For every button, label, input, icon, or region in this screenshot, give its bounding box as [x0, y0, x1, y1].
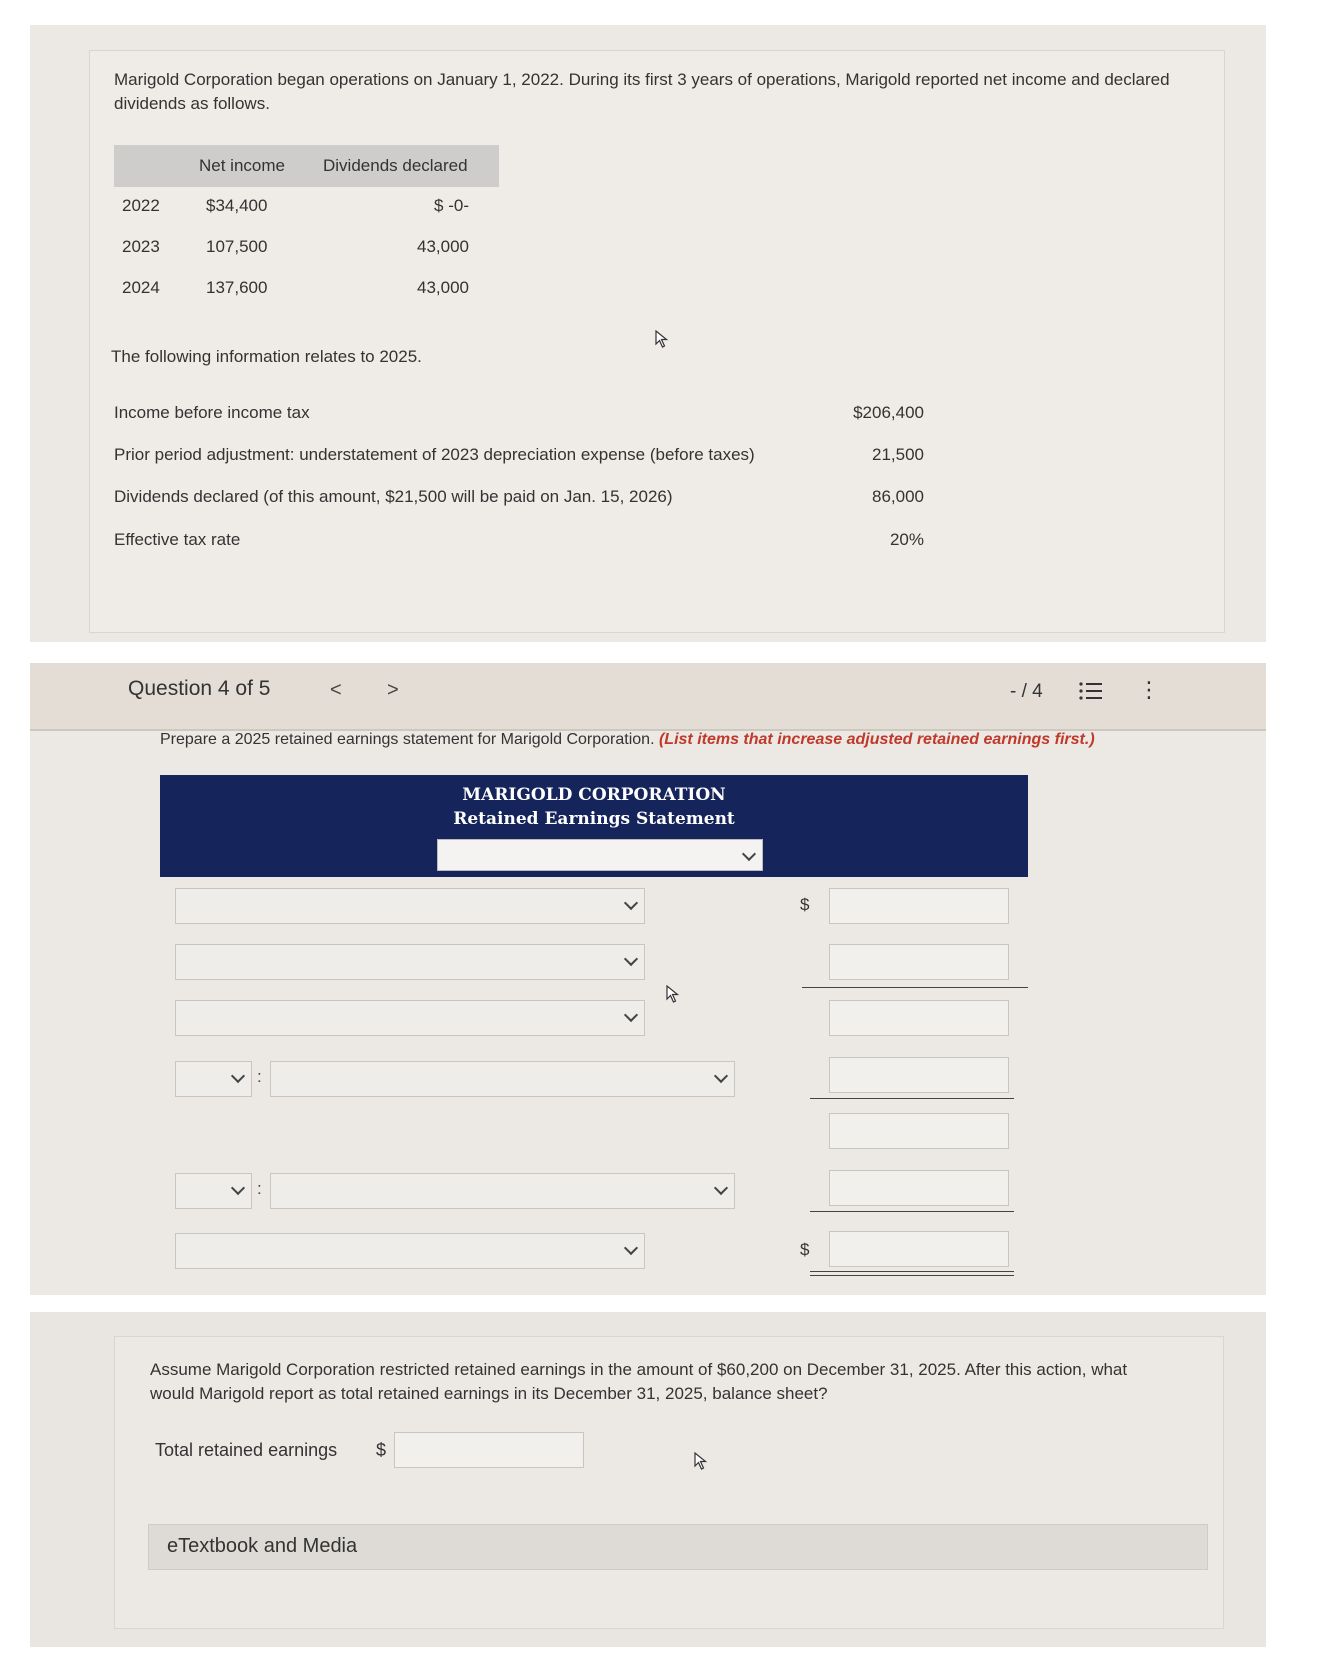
- mouse-cursor-icon: [655, 330, 669, 348]
- currency-symbol: $: [376, 1440, 387, 1460]
- income-table-header: [114, 145, 499, 187]
- add-less-select[interactable]: [175, 1061, 252, 1097]
- statement-company: MARIGOLD CORPORATION: [462, 785, 726, 805]
- table-row: [114, 228, 499, 268]
- chevron-down-icon: [742, 847, 756, 861]
- chevron-down-icon: [624, 1008, 638, 1022]
- chevron-down-icon: [714, 1181, 728, 1195]
- row-net-income: 107,500: [206, 237, 268, 256]
- restriction-question: Assume Marigold Corporation restricted retained earnings in the amount of $60,200 on December 31, 2025. After this action, what would Marigold report as total retained earnings in its December 31, 2025, balance sheet?: [150, 1360, 1128, 1403]
- line-item-select[interactable]: [175, 944, 645, 980]
- row-net-income: 137,600: [206, 278, 268, 297]
- line-item-select[interactable]: [175, 888, 645, 924]
- question-header: [30, 663, 1266, 731]
- info-intro: The following information relates to 2025.: [111, 347, 422, 366]
- question-panel: [30, 663, 1266, 1295]
- prev-question-button[interactable]: <: [330, 679, 342, 701]
- info-value: $206,400: [853, 403, 924, 422]
- statement-title: Retained Earnings Statement: [453, 809, 735, 829]
- info-label: Dividends declared (of this amount, $21,500 will be paid on Jan. 15, 2026): [114, 487, 673, 506]
- subtotal-rule: [810, 1211, 1014, 1212]
- question-prompt: [160, 731, 1095, 749]
- info-row: [114, 439, 924, 471]
- info-row: [114, 524, 924, 556]
- info-value: 86,000: [872, 487, 924, 506]
- row-year: 2022: [122, 196, 160, 215]
- colon: :: [257, 1067, 262, 1086]
- info-label: Effective tax rate: [114, 530, 241, 549]
- total-retained-earnings-input[interactable]: [394, 1432, 584, 1468]
- question-list-icon[interactable]: [1078, 679, 1104, 703]
- amount-input[interactable]: [829, 888, 1009, 924]
- line-item-select[interactable]: [175, 1000, 645, 1036]
- col-dividends: Dividends declared: [323, 156, 468, 175]
- statement-header: [160, 775, 1028, 877]
- amount-input[interactable]: [829, 1057, 1009, 1093]
- score: - / 4: [1010, 681, 1043, 702]
- total-retained-earnings-label: Total retained earnings: [155, 1440, 338, 1460]
- chevron-down-icon: [624, 896, 638, 910]
- table-row: [114, 187, 499, 227]
- etextbook-label: eTextbook and Media: [167, 1535, 358, 1557]
- chevron-down-icon: [231, 1069, 245, 1083]
- mouse-cursor-icon: [694, 1452, 708, 1470]
- table-row: [114, 269, 499, 309]
- next-question-button[interactable]: >: [387, 679, 399, 701]
- line-item-select[interactable]: [175, 1233, 645, 1269]
- info-label: Prior period adjustment: understatement of 2023 depreciation expense (before taxes): [114, 445, 755, 464]
- amount-input[interactable]: [829, 1113, 1009, 1149]
- col-net-income: Net income: [199, 156, 285, 175]
- ending-balance-input[interactable]: [829, 1231, 1009, 1267]
- line-item-select[interactable]: [270, 1173, 735, 1209]
- statement-date-select[interactable]: [437, 839, 763, 871]
- row-dividends: $ -0-: [434, 196, 469, 215]
- info-row: [114, 481, 924, 513]
- chevron-down-icon: [624, 1241, 638, 1255]
- amount-input[interactable]: [829, 1000, 1009, 1036]
- problem-intro: Marigold Corporation began operations on January 1, 2022. During its first 3 years of operations, Marigold reported net income and declared dividends as follows.: [114, 70, 1170, 113]
- more-options-icon[interactable]: ⋮: [1138, 677, 1160, 702]
- row-year: 2024: [122, 278, 160, 297]
- prompt-note: (List items that increase adjusted retained earnings first.): [658, 731, 1095, 748]
- mouse-cursor-icon: [666, 985, 680, 1003]
- currency-symbol: $: [800, 1240, 810, 1259]
- prompt-text: Prepare a 2025 retained earnings statement for Marigold Corporation.: [160, 731, 655, 748]
- amount-input[interactable]: [829, 944, 1009, 980]
- info-row: [114, 397, 924, 429]
- subtotal-rule: [810, 1098, 1014, 1099]
- info-value: 20%: [889, 530, 924, 549]
- line-item-select[interactable]: [270, 1061, 735, 1097]
- double-rule: [810, 1271, 1014, 1276]
- row-dividends: 43,000: [417, 237, 469, 256]
- subtotal-rule: [802, 987, 1028, 988]
- problem-panel: [30, 25, 1266, 642]
- amount-input[interactable]: [829, 1170, 1009, 1206]
- add-less-select[interactable]: [175, 1173, 252, 1209]
- row-net-income: $34,400: [206, 196, 268, 215]
- row-dividends: 43,000: [417, 278, 469, 297]
- chevron-down-icon: [714, 1069, 728, 1083]
- currency-symbol: $: [800, 895, 810, 914]
- colon: :: [257, 1179, 262, 1198]
- question-title: Question 4 of 5: [128, 677, 271, 700]
- chevron-down-icon: [624, 952, 638, 966]
- etextbook-media-button[interactable]: [148, 1524, 1208, 1570]
- restriction-panel: [30, 1312, 1266, 1647]
- info-label: Income before income tax: [114, 403, 310, 422]
- info-value: 21,500: [872, 445, 924, 464]
- chevron-down-icon: [231, 1181, 245, 1195]
- row-year: 2023: [122, 237, 160, 256]
